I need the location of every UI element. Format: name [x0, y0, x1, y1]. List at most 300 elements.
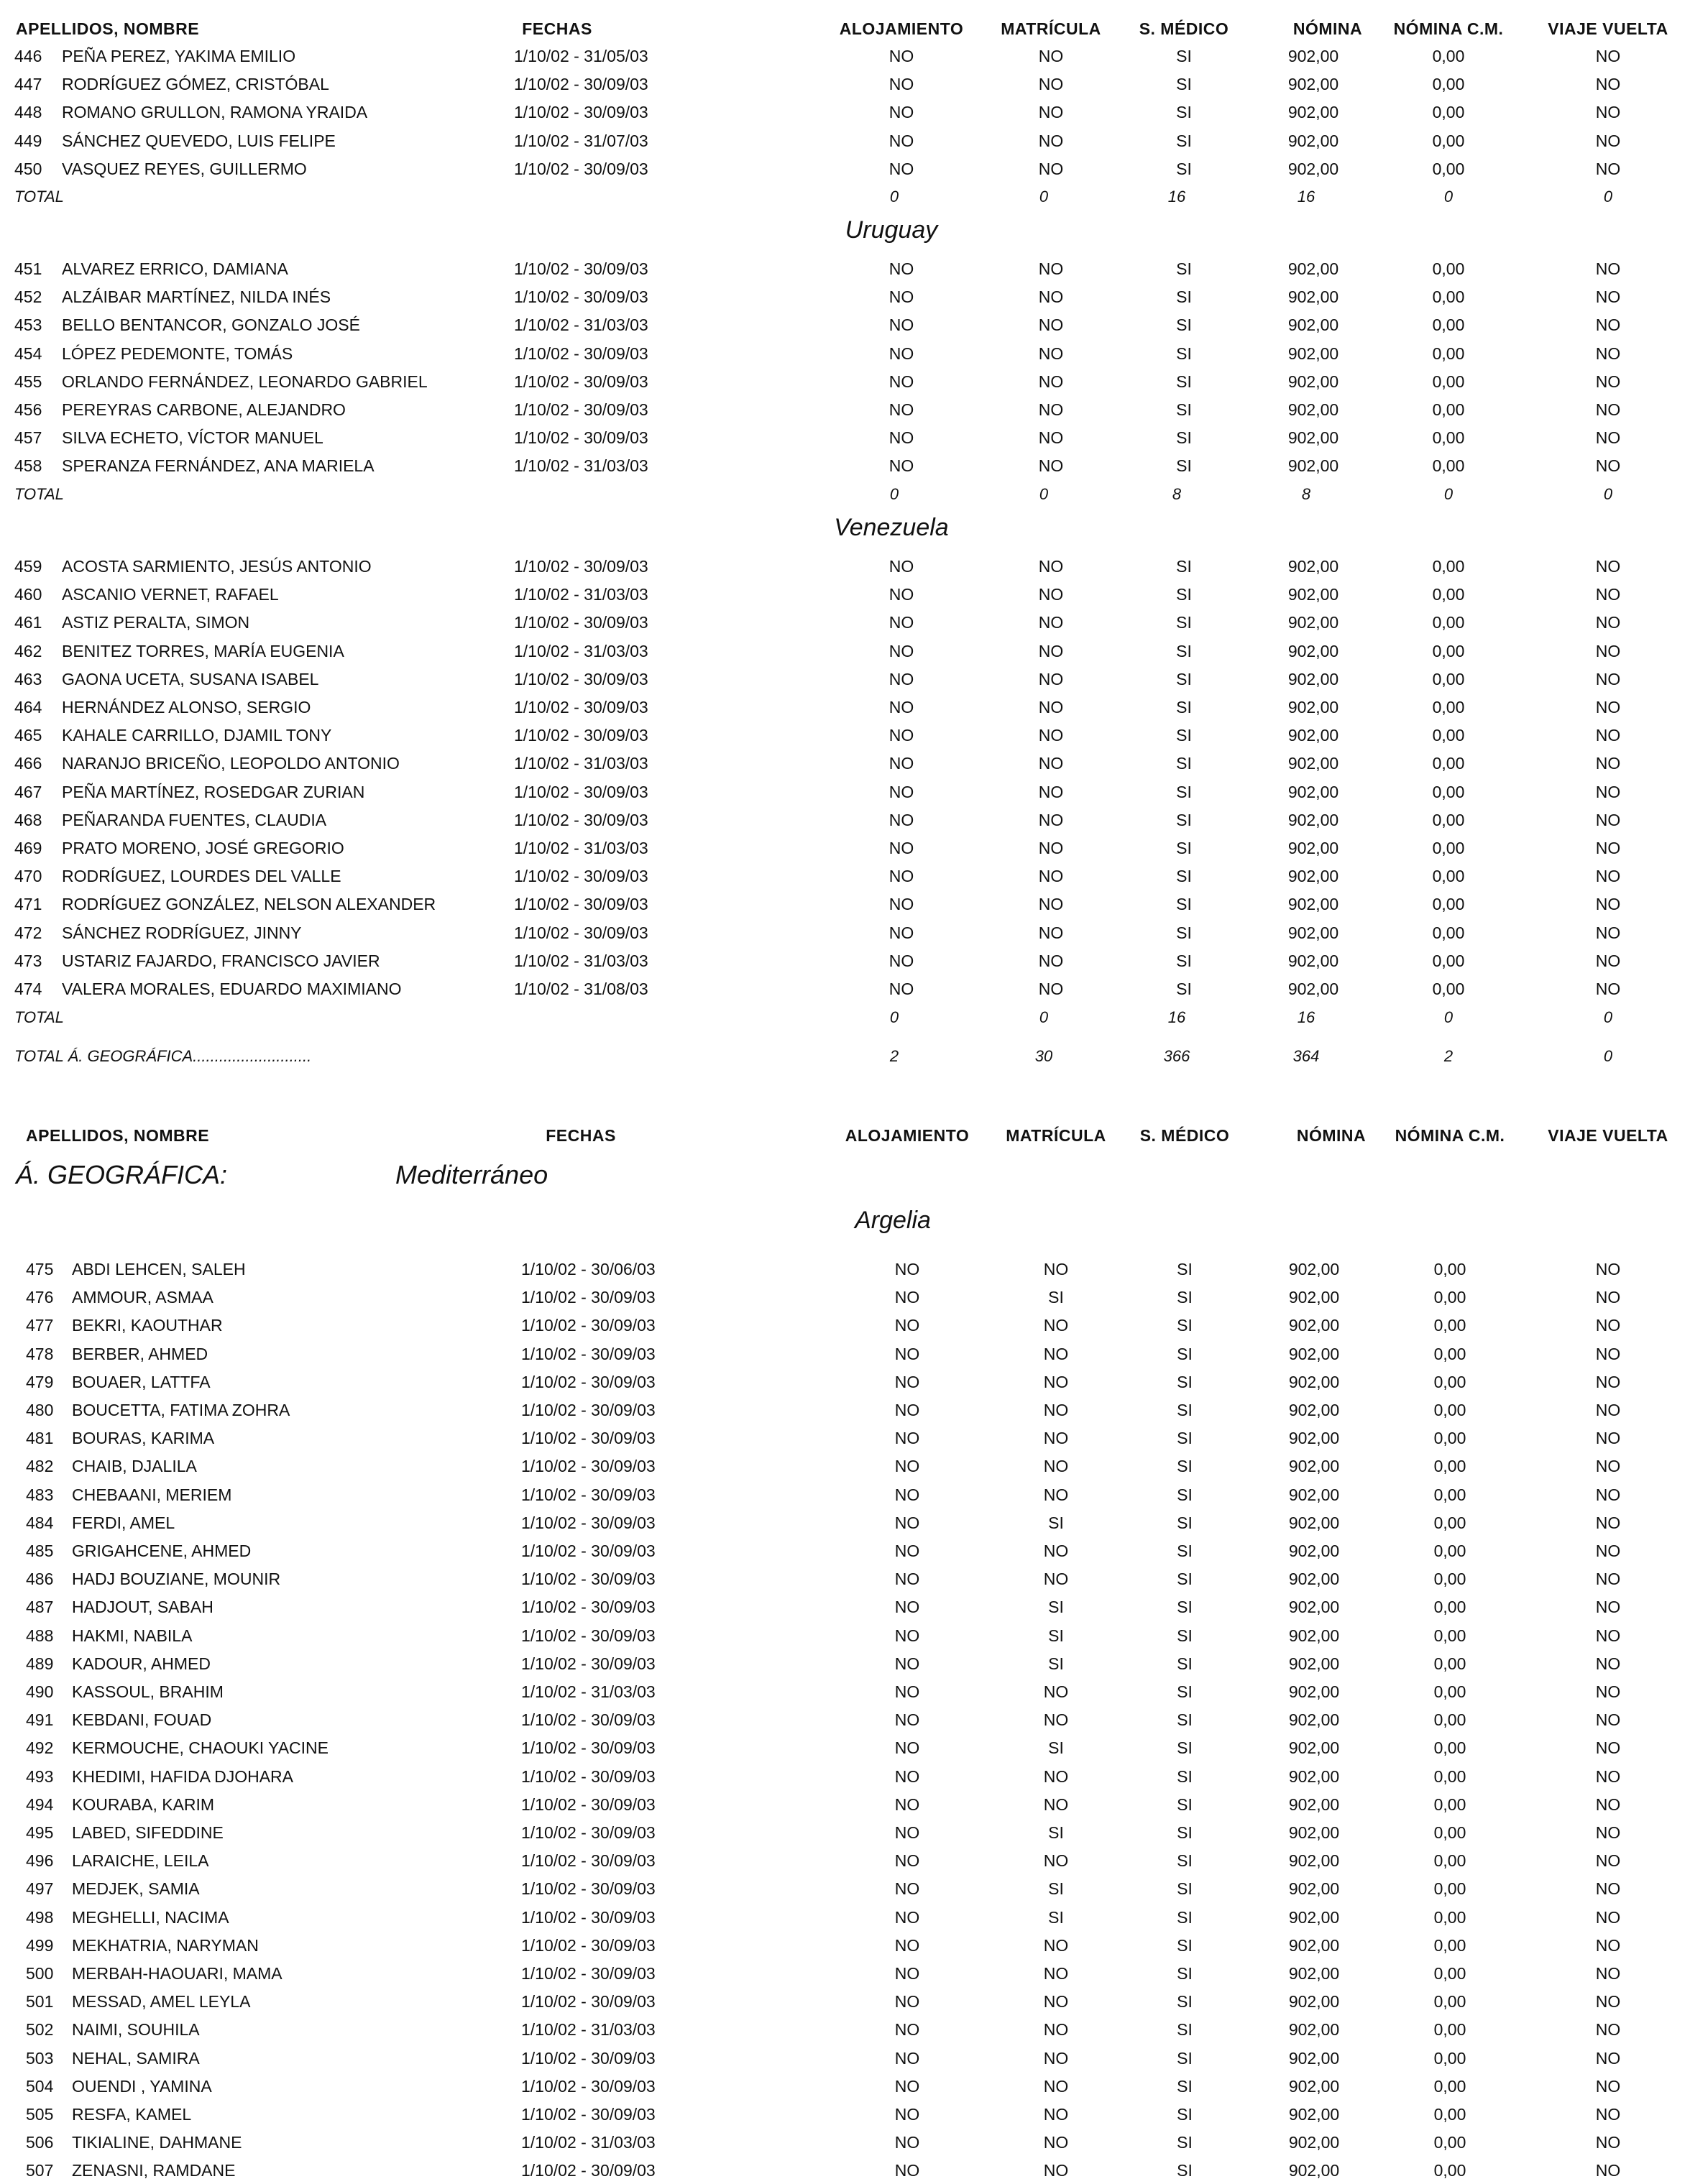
viaje-vuelta-value: NO [1595, 1598, 1621, 1617]
alojamiento-value: NO [888, 428, 914, 448]
date-range: 1/10/02 - 30/09/03 [521, 1823, 656, 1842]
date-range: 1/10/02 - 30/09/03 [521, 1570, 656, 1589]
date-range: 1/10/02 - 30/09/03 [521, 1879, 656, 1899]
nomina-value: 902,00 [1287, 923, 1339, 942]
person-name: MEDJEK, SAMIA [72, 1879, 200, 1899]
nomina-cm-value: 0,00 [1432, 557, 1465, 576]
person-name: VASQUEZ REYES, GUILLERMO [62, 159, 307, 178]
total-value: 16 [1297, 1008, 1315, 1026]
table-row [0, 1820, 1690, 1846]
nomina-cm-value: 0,00 [1433, 1907, 1466, 1927]
header-nomina: NÓMINA [1292, 19, 1363, 38]
nomina-cm-value: 0,00 [1433, 1401, 1466, 1419]
header-viaje-vuelta: VIAJE VUELTA [1548, 1126, 1668, 1145]
person-name: NEHAL, SAMIRA [72, 2048, 200, 2068]
date-range: 1/10/02 - 30/09/03 [521, 1710, 656, 1730]
nomina-value: 902,00 [1288, 1935, 1340, 1955]
date-range: 1/10/02 - 30/09/03 [514, 923, 648, 942]
person-name: ACOSTA SARMIENTO, JESÚS ANTONIO [62, 557, 372, 576]
nomina-value: 902,00 [1288, 1738, 1340, 1758]
table-row [0, 2129, 1690, 2155]
row-number: 482 [26, 1457, 54, 1476]
row-number: 500 [26, 1964, 54, 1983]
date-range: 1/10/02 - 30/09/03 [521, 1372, 656, 1391]
table-row [0, 1904, 1690, 1930]
table-row [0, 553, 1690, 579]
row-number: 504 [26, 2076, 54, 2096]
matricula-value: SI [1048, 1288, 1064, 1307]
s-medico-value: SI [1176, 895, 1192, 914]
s-medico-value: SI [1177, 1710, 1193, 1730]
date-range: 1/10/02 - 30/09/03 [521, 2105, 656, 2124]
alojamiento-value: NO [888, 951, 914, 970]
alojamiento-value: NO [894, 1907, 920, 1927]
alojamiento-value: NO [894, 1598, 920, 1617]
viaje-vuelta-value: NO [1595, 1710, 1621, 1730]
nomina-value: 902,00 [1287, 754, 1339, 773]
person-name: TIKIALINE, DAHMANE [72, 2133, 242, 2152]
nomina-cm-value: 0,00 [1432, 923, 1465, 942]
area-value: Mediterráneo [395, 1160, 548, 1189]
alojamiento-value: NO [888, 867, 914, 886]
total-label: TOTAL [14, 188, 64, 206]
matricula-value: NO [1043, 2020, 1069, 2040]
alojamiento-value: NO [894, 2020, 920, 2040]
table-row [0, 1482, 1690, 1508]
s-medico-value: SI [1177, 1823, 1193, 1842]
nomina-cm-value: 0,00 [1432, 839, 1465, 857]
s-medico-value: SI [1176, 456, 1192, 476]
row-number: 477 [26, 1316, 54, 1335]
person-name: KOURABA, KARIM [72, 1794, 215, 1814]
viaje-vuelta-value: NO [1595, 1935, 1621, 1955]
viaje-vuelta-value: NO [1595, 287, 1621, 307]
viaje-vuelta-value: NO [1595, 1260, 1621, 1278]
matricula-value: NO [1043, 2133, 1069, 2152]
viaje-vuelta-value: NO [1595, 2048, 1621, 2068]
date-range: 1/10/02 - 30/09/03 [514, 344, 648, 363]
header-s-medico: S. MÉDICO [1139, 1126, 1230, 1145]
nomina-cm-value: 0,00 [1433, 1879, 1466, 1899]
matricula-value: NO [1038, 344, 1064, 363]
viaje-vuelta-value: NO [1595, 1542, 1621, 1560]
person-name: NAIMI, SOUHILA [72, 2020, 200, 2040]
row-number: 483 [26, 1485, 54, 1504]
row-number: 471 [14, 895, 42, 914]
date-range: 1/10/02 - 30/09/03 [514, 895, 648, 914]
person-name: AMMOUR, ASMAA [72, 1288, 213, 1307]
date-range: 1/10/02 - 30/09/03 [521, 1992, 656, 2012]
table-row [0, 1932, 1690, 1958]
person-name: HERNÁNDEZ ALONSO, SERGIO [62, 698, 311, 717]
nomina-value: 902,00 [1288, 1570, 1340, 1589]
s-medico-value: SI [1176, 951, 1192, 970]
row-number: 501 [26, 1992, 54, 2012]
s-medico-value: SI [1176, 754, 1192, 773]
column-header-row [0, 1123, 1690, 1148]
s-medico-value: SI [1176, 839, 1192, 857]
total-value: 0 [1603, 485, 1613, 503]
matricula-value: NO [1043, 1682, 1069, 1701]
total-value: 30 [1034, 1047, 1053, 1065]
s-medico-value: SI [1177, 1401, 1193, 1419]
alojamiento-value: NO [888, 103, 914, 122]
nomina-value: 902,00 [1288, 1879, 1340, 1899]
s-medico-value: SI [1177, 1879, 1193, 1899]
alojamiento-value: NO [894, 2161, 920, 2180]
date-range: 1/10/02 - 30/09/03 [514, 782, 648, 801]
person-name: PEREYRAS CARBONE, ALEJANDRO [62, 400, 346, 419]
matricula-value: NO [1038, 782, 1064, 801]
person-name: VALERA MORALES, EDUARDO MAXIMIANO [62, 980, 402, 998]
total-value: 0 [1603, 1008, 1613, 1026]
date-range: 1/10/02 - 30/09/03 [521, 1513, 656, 1532]
table-row [0, 2017, 1690, 2042]
matricula-value: NO [1038, 810, 1064, 829]
nomina-cm-value: 0,00 [1433, 2020, 1466, 2040]
nomina-cm-value: 0,00 [1432, 131, 1465, 150]
matricula-value: SI [1048, 1823, 1064, 1842]
person-name: BELLO BENTANCOR, GONZALO JOSÉ [62, 315, 360, 335]
row-number: 463 [14, 669, 42, 688]
alojamiento-value: NO [894, 1570, 920, 1589]
nomina-cm-value: 0,00 [1432, 895, 1465, 914]
alojamiento-value: NO [888, 980, 914, 998]
nomina-value: 902,00 [1287, 287, 1339, 307]
person-name: GAONA UCETA, SUSANA ISABEL [62, 669, 319, 688]
viaje-vuelta-value: NO [1595, 923, 1621, 942]
date-range: 1/10/02 - 30/09/03 [514, 159, 648, 178]
matricula-value: NO [1038, 895, 1064, 914]
date-range: 1/10/02 - 30/09/03 [521, 2076, 656, 2096]
table-row [0, 722, 1690, 748]
s-medico-value: SI [1177, 1316, 1193, 1335]
person-name: BERBER, AHMED [72, 1344, 208, 1363]
nomina-value: 902,00 [1288, 2105, 1340, 2124]
table-row [0, 71, 1690, 97]
nomina-value: 902,00 [1288, 1823, 1340, 1842]
matricula-value: NO [1038, 951, 1064, 970]
header-nomina-cm: NÓMINA C.M. [1395, 1126, 1505, 1145]
person-name: OUENDI , YAMINA [72, 2076, 212, 2096]
country-heading-text: Uruguay [845, 216, 938, 244]
row-number: 462 [14, 641, 42, 660]
table-row [0, 1369, 1690, 1395]
row-number: 498 [26, 1907, 54, 1927]
area-label: Á. GEOGRÁFICA: [16, 1160, 228, 1189]
nomina-value: 902,00 [1288, 1654, 1340, 1673]
s-medico-value: SI [1177, 1542, 1193, 1560]
nomina-cm-value: 0,00 [1433, 1372, 1466, 1391]
s-medico-value: SI [1177, 1570, 1193, 1589]
matricula-value: NO [1038, 839, 1064, 857]
s-medico-value: SI [1176, 131, 1192, 150]
viaje-vuelta-value: NO [1595, 1513, 1621, 1532]
nomina-value: 902,00 [1288, 1260, 1340, 1278]
person-name: ORLANDO FERNÁNDEZ, LEONARDO GABRIEL [62, 372, 428, 391]
s-medico-value: SI [1177, 1794, 1193, 1814]
total-value: 2 [1443, 1047, 1454, 1065]
viaje-vuelta-value: NO [1595, 2020, 1621, 2040]
viaje-vuelta-value: NO [1595, 1570, 1621, 1589]
nomina-value: 902,00 [1287, 344, 1339, 363]
viaje-vuelta-value: NO [1595, 456, 1621, 476]
viaje-vuelta-value: NO [1595, 1992, 1621, 2012]
viaje-vuelta-value: NO [1595, 2105, 1621, 2124]
matricula-value: NO [1038, 456, 1064, 476]
viaje-vuelta-value: NO [1595, 1682, 1621, 1701]
alojamiento-value: NO [894, 1401, 920, 1419]
date-range: 1/10/02 - 31/03/03 [514, 839, 648, 857]
nomina-value: 902,00 [1287, 315, 1339, 335]
viaje-vuelta-value: NO [1595, 1429, 1621, 1448]
row-number: 499 [26, 1935, 54, 1955]
date-range: 1/10/02 - 30/09/03 [521, 1766, 656, 1786]
nomina-cm-value: 0,00 [1433, 1738, 1466, 1758]
table-row [0, 43, 1690, 69]
viaje-vuelta-value: NO [1595, 1794, 1621, 1814]
table-row [0, 1538, 1690, 1564]
row-number: 468 [14, 810, 42, 829]
row-number: 485 [26, 1542, 54, 1560]
viaje-vuelta-value: NO [1595, 895, 1621, 914]
matricula-value: NO [1038, 287, 1064, 307]
total-value: 364 [1292, 1047, 1320, 1065]
total-value: 0 [1443, 485, 1454, 503]
s-medico-value: SI [1177, 2076, 1193, 2096]
nomina-value: 902,00 [1288, 1907, 1340, 1927]
s-medico-value: SI [1176, 557, 1192, 576]
date-range: 1/10/02 - 30/09/03 [521, 1485, 656, 1504]
person-name: CHEBAANI, MERIEM [72, 1485, 232, 1504]
person-name: BOUAER, LATTFA [72, 1372, 211, 1391]
row-number: 476 [26, 1288, 54, 1307]
nomina-value: 902,00 [1288, 1766, 1340, 1786]
nomina-value: 902,00 [1287, 951, 1339, 970]
date-range: 1/10/02 - 31/03/03 [521, 2133, 656, 2152]
nomina-cm-value: 0,00 [1432, 641, 1465, 660]
nomina-value: 902,00 [1288, 1372, 1340, 1391]
nomina-cm-value: 0,00 [1433, 1992, 1466, 2012]
matricula-value: NO [1043, 1485, 1069, 1504]
table-row [0, 1594, 1690, 1620]
person-name: MEGHELLI, NACIMA [72, 1907, 229, 1927]
date-range: 1/10/02 - 30/09/03 [514, 810, 648, 829]
row-number: 507 [26, 2161, 54, 2180]
row-number: 448 [14, 103, 42, 122]
header-alojamiento: ALOJAMIENTO [839, 19, 964, 38]
table-row [0, 312, 1690, 338]
nomina-cm-value: 0,00 [1433, 1344, 1466, 1363]
country-heading-uruguay [0, 214, 1690, 246]
matricula-value: NO [1043, 1794, 1069, 1814]
s-medico-value: SI [1177, 1260, 1193, 1278]
s-medico-value: SI [1177, 2048, 1193, 2068]
matricula-value: NO [1038, 315, 1064, 335]
date-range: 1/10/02 - 30/09/03 [521, 1542, 656, 1560]
table-row [0, 750, 1690, 776]
matricula-value: NO [1043, 1992, 1069, 2012]
viaje-vuelta-value: NO [1595, 1316, 1621, 1335]
matricula-value: NO [1043, 2105, 1069, 2124]
date-range: 1/10/02 - 30/09/03 [514, 259, 648, 278]
person-name: FERDI, AMEL [72, 1513, 175, 1532]
table-row [0, 948, 1690, 974]
alojamiento-value: NO [894, 1316, 920, 1335]
viaje-vuelta-value: NO [1595, 344, 1621, 363]
matricula-value: NO [1043, 1710, 1069, 1730]
person-name: SÁNCHEZ RODRÍGUEZ, JINNY [62, 923, 302, 942]
nomina-cm-value: 0,00 [1432, 698, 1465, 717]
nomina-cm-value: 0,00 [1432, 159, 1465, 178]
row-number: 488 [26, 1626, 54, 1645]
alojamiento-value: NO [888, 613, 914, 632]
table-row [0, 835, 1690, 861]
table-row [0, 1960, 1690, 1986]
table-row [0, 920, 1690, 946]
date-range: 1/10/02 - 31/03/03 [521, 1682, 656, 1701]
date-range: 1/10/02 - 30/09/03 [514, 726, 648, 745]
alojamiento-value: NO [894, 1851, 920, 1871]
nomina-cm-value: 0,00 [1432, 103, 1465, 122]
row-number: 467 [14, 782, 42, 801]
date-range: 1/10/02 - 30/09/03 [514, 867, 648, 886]
alojamiento-value: NO [888, 726, 914, 745]
s-medico-value: SI [1177, 1738, 1193, 1758]
person-name: KADOUR, AHMED [72, 1654, 211, 1673]
total-value: 0 [889, 1008, 899, 1026]
row-number: 480 [26, 1401, 54, 1419]
row-number: 495 [26, 1823, 54, 1842]
alojamiento-value: NO [888, 287, 914, 307]
row-number: 492 [26, 1738, 54, 1758]
nomina-value: 902,00 [1288, 1485, 1340, 1504]
date-range: 1/10/02 - 30/09/03 [514, 669, 648, 688]
nomina-value: 902,00 [1287, 103, 1339, 122]
nomina-value: 902,00 [1288, 1288, 1340, 1307]
date-range: 1/10/02 - 31/07/03 [514, 131, 648, 150]
viaje-vuelta-value: NO [1595, 259, 1621, 278]
nomina-value: 902,00 [1287, 585, 1339, 604]
nomina-value: 902,00 [1288, 1401, 1340, 1419]
date-range: 1/10/02 - 30/09/03 [521, 1738, 656, 1758]
matricula-value: SI [1048, 1626, 1064, 1645]
matricula-value: NO [1038, 726, 1064, 745]
alojamiento-value: NO [894, 1766, 920, 1786]
header-apellidos: APELLIDOS, NOMBRE [26, 1126, 210, 1145]
nomina-cm-value: 0,00 [1433, 1851, 1466, 1871]
alojamiento-value: NO [888, 585, 914, 604]
nomina-cm-value: 0,00 [1432, 951, 1465, 970]
nomina-cm-value: 0,00 [1433, 1570, 1466, 1589]
total-value: 2 [889, 1047, 899, 1065]
table-row [0, 2073, 1690, 2099]
s-medico-value: SI [1177, 1288, 1193, 1307]
date-range: 1/10/02 - 30/09/03 [514, 400, 648, 419]
matricula-value: NO [1038, 867, 1064, 886]
s-medico-value: SI [1176, 315, 1192, 335]
alojamiento-value: NO [888, 698, 914, 717]
s-medico-value: SI [1177, 1457, 1193, 1476]
s-medico-value: SI [1176, 103, 1192, 122]
table-row [0, 581, 1690, 607]
table-row [0, 2157, 1690, 2183]
row-number: 502 [26, 2020, 54, 2040]
matricula-value: NO [1043, 1964, 1069, 1983]
matricula-value: NO [1038, 103, 1064, 122]
matricula-value: NO [1043, 1457, 1069, 1476]
s-medico-value: SI [1176, 372, 1192, 391]
nomina-value: 902,00 [1288, 2076, 1340, 2096]
row-number: 452 [14, 287, 42, 307]
row-number: 453 [14, 315, 42, 335]
person-name: HADJOUT, SABAH [72, 1598, 213, 1617]
person-name: RODRÍGUEZ, LOURDES DEL VALLE [62, 867, 341, 886]
column-header-row [0, 16, 1690, 42]
total-value: 0 [1603, 1047, 1613, 1065]
table-row [0, 1284, 1690, 1310]
s-medico-value: SI [1176, 585, 1192, 604]
person-name: PEÑARANDA FUENTES, CLAUDIA [62, 810, 327, 829]
person-name: CHAIB, DJALILA [72, 1457, 197, 1476]
nomina-cm-value: 0,00 [1432, 259, 1465, 278]
nomina-cm-value: 0,00 [1432, 782, 1465, 801]
total-value: 0 [1603, 188, 1613, 206]
nomina-value: 902,00 [1287, 698, 1339, 717]
nomina-value: 902,00 [1287, 75, 1339, 94]
nomina-value: 902,00 [1287, 557, 1339, 576]
row-number: 454 [14, 344, 42, 363]
total-value: 0 [1039, 188, 1049, 206]
table-row [0, 453, 1690, 479]
nomina-cm-value: 0,00 [1432, 315, 1465, 335]
s-medico-value: SI [1176, 287, 1192, 307]
table-row [0, 1989, 1690, 2014]
nomina-cm-value: 0,00 [1433, 1654, 1466, 1673]
total-value: 16 [1167, 1008, 1186, 1026]
header-alojamiento: ALOJAMIENTO [845, 1126, 970, 1145]
table-row [0, 1792, 1690, 1817]
s-medico-value: SI [1176, 613, 1192, 632]
viaje-vuelta-value: NO [1595, 613, 1621, 632]
nomina-cm-value: 0,00 [1433, 1710, 1466, 1730]
s-medico-value: SI [1176, 428, 1192, 448]
nomina-cm-value: 0,00 [1432, 867, 1465, 886]
date-range: 1/10/02 - 30/09/03 [521, 1794, 656, 1814]
nomina-cm-value: 0,00 [1433, 1598, 1466, 1617]
nomina-value: 902,00 [1287, 159, 1339, 178]
table-row [0, 891, 1690, 917]
alojamiento-value: NO [894, 1457, 920, 1476]
nomina-value: 902,00 [1287, 456, 1339, 476]
viaje-vuelta-value: NO [1595, 810, 1621, 829]
table-row [0, 1735, 1690, 1761]
matricula-value: NO [1043, 1542, 1069, 1560]
alojamiento-value: NO [894, 1879, 920, 1899]
s-medico-value: SI [1176, 47, 1192, 65]
nomina-cm-value: 0,00 [1433, 1766, 1466, 1786]
date-range: 1/10/02 - 30/09/03 [521, 1907, 656, 1927]
date-range: 1/10/02 - 31/03/03 [514, 754, 648, 773]
alojamiento-value: NO [894, 1260, 920, 1278]
date-range: 1/10/02 - 31/03/03 [514, 585, 648, 604]
matricula-value: NO [1043, 2048, 1069, 2068]
viaje-vuelta-value: NO [1595, 1879, 1621, 1899]
date-range: 1/10/02 - 30/09/03 [514, 372, 648, 391]
s-medico-value: SI [1177, 2020, 1193, 2040]
nomina-value: 902,00 [1287, 839, 1339, 857]
header-nomina: NÓMINA [1296, 1126, 1367, 1145]
